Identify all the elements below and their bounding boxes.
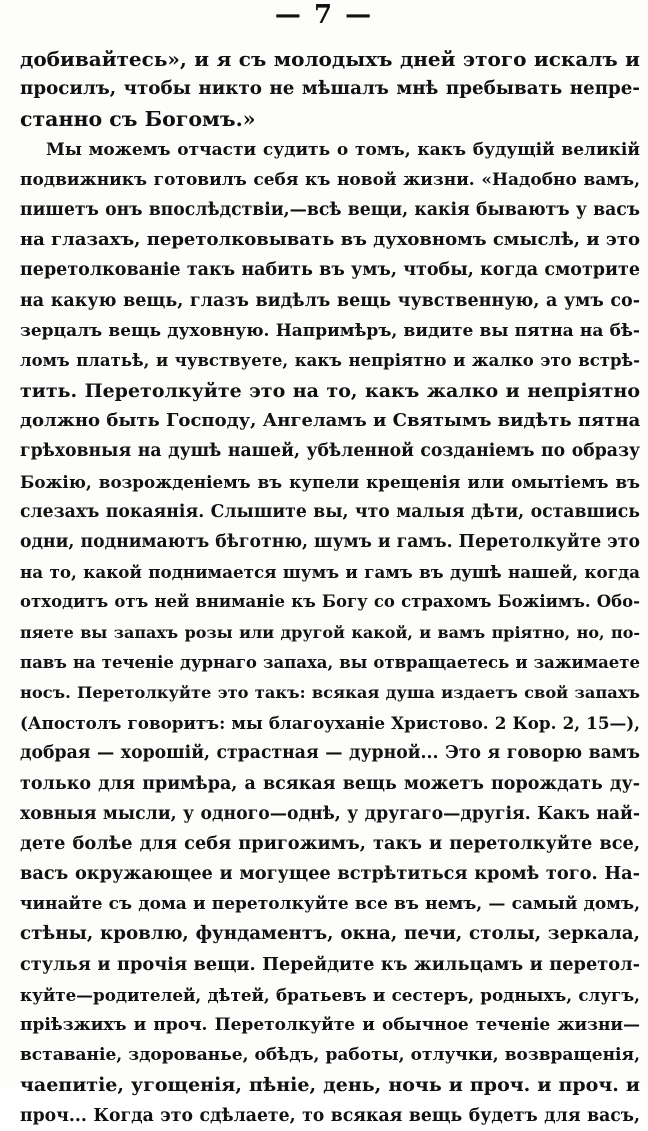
- text-line: павъ на теченіе дурнаго запаха, вы отвращаетесь и зажимаете: [20, 652, 640, 672]
- text-line: станно съ Богомъ.»: [20, 107, 256, 132]
- text-line: чаепитіе, угощенія, пѣніе, день, ночь и проч. и проч. и: [20, 1074, 640, 1097]
- body-text: [20, 44, 640, 1131]
- text-line: Божію, возрожденіемъ въ купели крещенія или омытіемъ въ: [20, 471, 640, 492]
- text-line: на какую вещь, глазъ видѣлъ вещь чувственную, а умъ со-: [20, 290, 640, 311]
- text-line: стѣны, кровлю, фундаментъ, окна, печи, столы, зеркала,: [20, 923, 640, 945]
- text-line: на то, какой поднимается шумъ и гамъ въ душѣ нашей, когда: [20, 562, 640, 583]
- text-line: одни, поднимаютъ бѣготню, шумъ и гамъ. Перетолкуйте это: [20, 532, 640, 552]
- page-number: — 7 —: [274, 0, 374, 30]
- text-line: (Апостолъ говоритъ: мы благоуханіе Христово. 2 Кор. 2, 15—),: [20, 713, 640, 734]
- text-line: зерцалъ вещь духовную. Напримѣръ, видите вы пятна на бѣ-: [20, 320, 640, 341]
- text-line: куйте—родителей, дѣтей, братьевъ и сестеръ, родныхъ, слугъ,: [20, 984, 640, 1005]
- text-line: ломъ платьѣ, и чувствуете, какъ непріятно и жалко это встрѣ-: [20, 350, 640, 370]
- text-line: перетолкованіе такъ набить въ умъ, чтобы, когда смотрите: [20, 260, 640, 281]
- text-line: грѣховныя на душѣ нашей, убѣленной созданіемъ по образу: [20, 441, 640, 462]
- text-line: стулья и прочія вещи. Перейдите къ жильцамъ и перетол-: [20, 953, 640, 975]
- text-line: добивайтесь», и я съ молодыхъ дней этого искалъ и: [20, 47, 640, 71]
- text-line: пяете вы запахъ розы или другой какой, и вамъ пріятно, но, по-: [20, 622, 640, 642]
- text-line: дете болѣе для себя пригожимъ, такъ и перетолкуйте все,: [20, 832, 640, 854]
- text-line: тить. Перетолкуйте это на то, какъ жалко и непріятно: [20, 380, 640, 403]
- text-line: вставаніе, здорованье, обѣдъ, работы, отлучки, возвращенія,: [20, 1045, 640, 1066]
- text-line: подвижникъ готовилъ себя къ новой жизни. «Надобно вамъ,: [20, 169, 640, 190]
- text-line: ховныя мысли, у одного—однѣ, у другаго—другія. Какъ най-: [20, 803, 640, 824]
- text-line: просилъ, чтобы никто не мѣшалъ мнѣ пребывать непре-: [20, 78, 640, 100]
- text-line: добрая — хорошій, страстная — дурной... Это я говорю вамъ: [20, 743, 640, 764]
- text-line: должно быть Господу, Ангеламъ и Святымъ видѣть пятна: [20, 410, 641, 432]
- text-line: носъ. Перетолкуйте это такъ: всякая душа издаетъ свой запахъ: [20, 682, 640, 702]
- text-line: проч... Когда это сдѣлаете, то всякая вещь будетъ для васъ,: [20, 1105, 640, 1126]
- text-line: отходитъ отъ ней вниманіе къ Богу со страхомъ Божіимъ. Обо-: [20, 592, 640, 612]
- text-line: слезахъ покаянія. Слышите вы, что малыя дѣти, оставшись: [20, 501, 640, 522]
- text-line: только для примѣра, а всякая вещь можетъ порождать ду-: [20, 773, 640, 794]
- text-line: Мы можемъ отчасти судить о томъ, какъ будущій великій: [46, 139, 640, 160]
- text-line: пишетъ онъ впослѣдствіи,—всѣ вещи, какія бываютъ у васъ: [20, 199, 640, 220]
- text-line: чинайте съ дома и перетолкуйте все въ немъ, — самый домъ,: [20, 894, 640, 915]
- text-line: пріѣзжихъ и проч. Перетолкуйте и обычное теченіе жизни—: [20, 1015, 640, 1035]
- text-line: на глазахъ, перетолковывать въ духовномъ смыслѣ, и это: [20, 229, 641, 251]
- text-line: васъ окружающее и могущее встрѣтиться кромѣ того. На-: [20, 863, 640, 885]
